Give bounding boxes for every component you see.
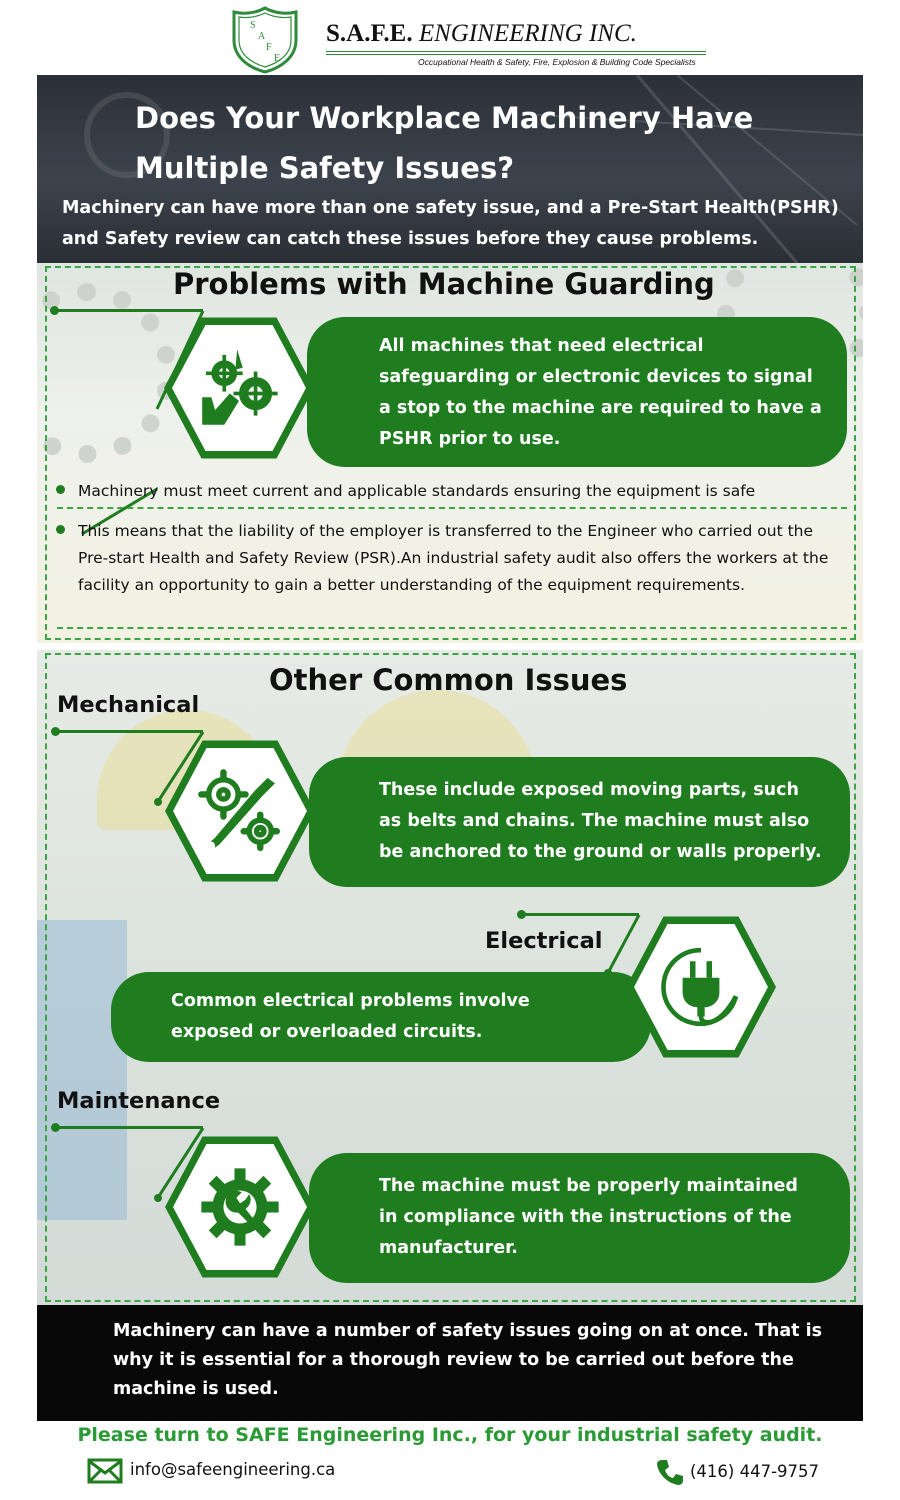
callout-line: These include exposed moving parts, such	[379, 780, 799, 800]
plug-icon	[655, 941, 747, 1033]
section-title: Other Common Issues	[269, 663, 628, 697]
callout-line: be anchored to the ground or walls properly.	[379, 842, 822, 862]
guarding-callout	[307, 317, 847, 467]
phone-icon	[656, 1458, 684, 1486]
divider	[57, 507, 847, 509]
shield-logo-icon	[230, 6, 300, 74]
svg-text:F: F	[266, 42, 272, 53]
callout-line: a stop to the machine are required to have a	[379, 398, 822, 418]
connector-dot	[517, 910, 526, 919]
mechanical-label: Mechanical	[57, 692, 200, 718]
callout-line: exposed or overloaded circuits.	[171, 1022, 483, 1042]
mechanical-callout	[309, 757, 850, 887]
maintenance-callout	[309, 1153, 850, 1283]
company-name-bold: S.A.F.E.	[326, 20, 413, 47]
section-title: Problems with Machine Guarding	[173, 267, 715, 301]
call-to-action: Please turn to SAFE Engineering Inc., for your industrial safety audit.	[77, 1424, 823, 1446]
company-tagline: Occupational Health & Safety, Fire, Explosion & Building Code Specialists	[418, 57, 696, 67]
closing-text: Machinery can have a number of safety issues going on at once. That is why it is essential for a thorough review to be carried out before the machine is used.	[113, 1321, 823, 1399]
guarding-bullet: Machinery must meet current and applicable standards ensuring the equipment is safe	[78, 482, 756, 500]
bullet-dot	[56, 485, 65, 494]
logo-divider	[326, 51, 706, 55]
mail-icon	[87, 1458, 123, 1484]
svg-text:A: A	[258, 31, 266, 42]
connector-dot	[51, 1123, 60, 1132]
company-name-italic: ENGINEERING INC.	[418, 20, 637, 47]
electrical-label: Electrical	[485, 928, 603, 954]
electrical-callout	[111, 972, 651, 1062]
closing-banner	[37, 1305, 863, 1421]
company-name	[326, 20, 637, 48]
callout-line: safeguarding or electronic devices to signal	[379, 367, 813, 387]
svg-text:S: S	[250, 20, 256, 31]
hero-subtitle: Machinery can have more than one safety issue, and a Pre-Start Health(PSHR) and Safety review can catch these issues before they cause problems.	[62, 198, 839, 249]
gears-wrench-icon	[194, 765, 286, 857]
bullet-dot	[56, 525, 65, 534]
connector-dot	[51, 727, 60, 736]
callout-line: manufacturer.	[379, 1238, 518, 1258]
callout-line: PSHR prior to use.	[379, 429, 561, 449]
callout-line: as belts and chains. The machine must also	[379, 811, 810, 831]
email-link[interactable]: info@safeengineering.ca	[130, 1460, 336, 1479]
hero-banner	[37, 75, 863, 263]
other-issues-section	[37, 650, 863, 1305]
divider	[57, 627, 847, 629]
hero-title: Does Your Workplace Machinery Have Multiple Safety Issues?	[135, 101, 754, 185]
callout-line: in compliance with the instructions of the	[379, 1207, 792, 1227]
callout-line: Common electrical problems involve	[171, 991, 530, 1011]
callout-line: The machine must be properly maintained	[379, 1176, 798, 1196]
callout-line: All machines that need electrical	[379, 336, 704, 356]
machine-guarding-section	[37, 263, 863, 643]
guarding-bullet: This means that the liability of the employer is transferred to the Engineer who carried out the Pre-start Health and Safety Review (PSR).An industrial safety audit also offers the workers at the facility an opportunity to gain a better understanding of the equipment requirements.	[78, 522, 829, 594]
maintenance-label: Maintenance	[57, 1088, 221, 1114]
svg-text:E: E	[274, 53, 281, 64]
phone-link[interactable]: (416) 447-9757	[690, 1462, 820, 1481]
hand-gear-crush-icon	[193, 342, 285, 434]
gear-wrench-icon	[194, 1161, 286, 1253]
